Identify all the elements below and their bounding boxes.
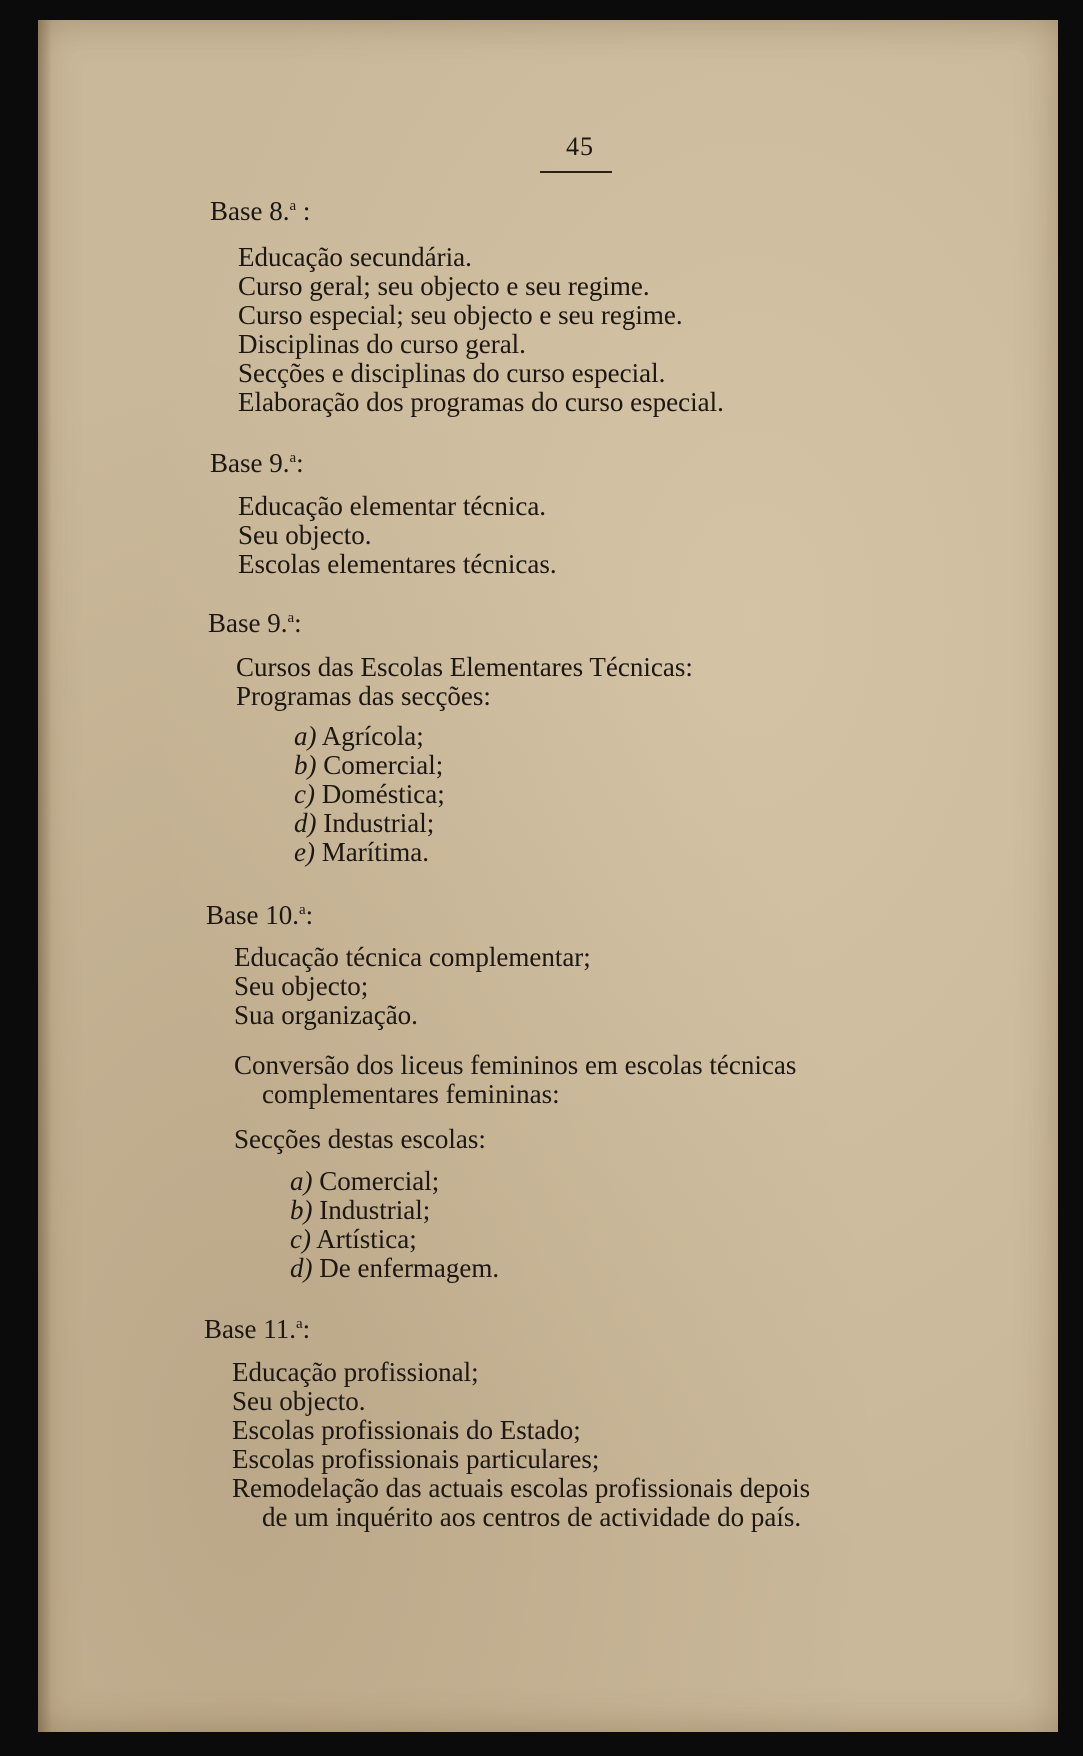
base-11-line: Remodelação das actuais escolas profissionais depois	[232, 1473, 811, 1503]
base-11-line: Educação profissional;	[232, 1357, 479, 1387]
base-11-line: Escolas profissionais do Estado;	[232, 1415, 581, 1445]
page-number-rule	[540, 171, 612, 173]
base-11-line: Seu objecto.	[232, 1386, 366, 1416]
base-8-line: Curso geral; seu objecto e seu regime.	[238, 271, 650, 301]
list-item: b) Industrial;	[290, 1195, 431, 1225]
base-10-line: Sua organização.	[234, 1000, 418, 1030]
list-item: a) Agrícola;	[294, 721, 424, 751]
list-item: b) Comercial;	[294, 750, 444, 780]
list-item: d) Industrial;	[294, 808, 435, 838]
base-9-line: Escolas elementares técnicas.	[238, 549, 557, 579]
conversion-paragraph-line: Conversão dos liceus femininos em escolas técnicas	[234, 1050, 797, 1080]
sections-intro: Secções destas escolas:	[234, 1124, 486, 1154]
base-8-line: Secções e disciplinas do curso especial.	[238, 358, 666, 388]
base-9-line: Seu objecto.	[238, 520, 372, 550]
base-9-line: Educação elementar técnica.	[238, 491, 547, 521]
base-8-heading: Base 8.$^a$ :	[210, 196, 311, 226]
base-9-second-heading: Base 9.$^a$:	[208, 608, 302, 638]
base-10-heading: Base 10.$^a$:	[206, 900, 314, 930]
list-item: c) Doméstica;	[294, 779, 445, 809]
base-8-line: Elaboração dos programas do curso especial.	[238, 387, 724, 417]
base-9-second-line: Cursos das Escolas Elementares Técnicas:	[236, 652, 693, 682]
list-item: a) Comercial;	[290, 1166, 440, 1196]
base-10-line: Educação técnica complementar;	[234, 942, 591, 972]
base-8-line: Educação secundária.	[238, 242, 472, 272]
base-11-line: de um inquérito aos centros de actividade do país.	[262, 1502, 802, 1532]
base-11-heading: Base 11.$^a$:	[204, 1314, 311, 1344]
list-item: e) Marítima.	[294, 837, 429, 867]
base-11-line: Escolas profissionais particulares;	[232, 1444, 600, 1474]
base-9-heading: Base 9.$^a$:	[210, 448, 304, 478]
conversion-paragraph-line: complementares femininas:	[262, 1079, 560, 1109]
list-item: c) Artística;	[290, 1224, 417, 1254]
base-10-line: Seu objecto;	[234, 971, 369, 1001]
base-9-second-line: Programas das secções:	[236, 681, 491, 711]
book-page	[38, 20, 1058, 1732]
base-8-line: Disciplinas do curso geral.	[238, 329, 526, 359]
list-item: d) De enfermagem.	[290, 1253, 500, 1283]
base-8-line: Curso especial; seu objecto e seu regime.	[238, 300, 683, 330]
page-number: 45	[566, 132, 594, 161]
